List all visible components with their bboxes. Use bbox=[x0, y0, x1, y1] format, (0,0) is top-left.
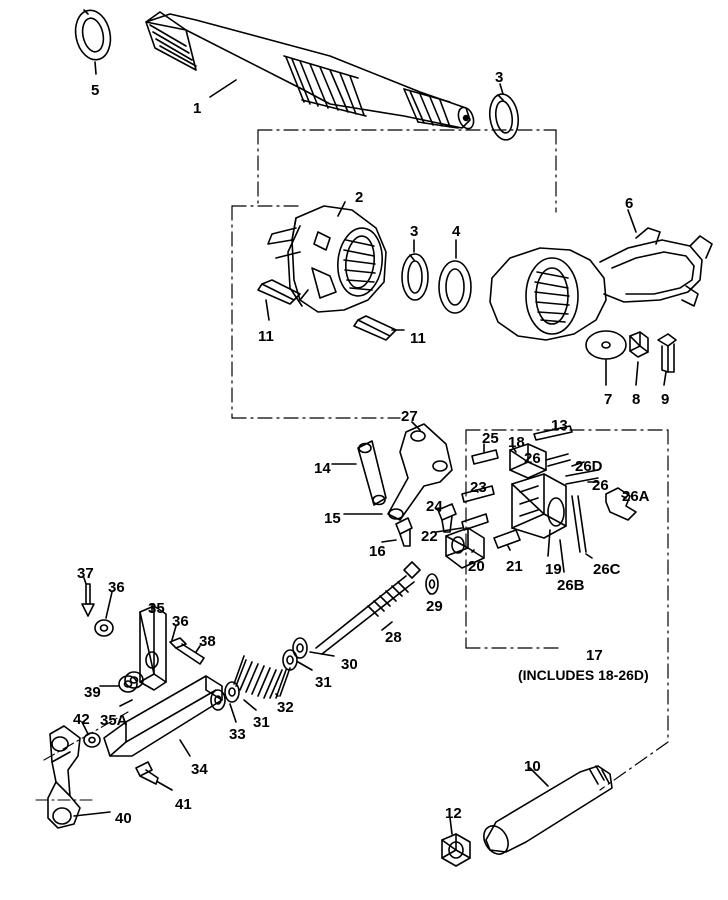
part-36-washers bbox=[95, 620, 143, 688]
callout-14: 14 bbox=[314, 460, 331, 477]
callout-27: 27 bbox=[401, 408, 418, 425]
callout-3-mid: 3 bbox=[410, 223, 419, 240]
callout-41: 41 bbox=[175, 796, 192, 813]
leader-26C bbox=[586, 554, 592, 558]
callout-15: 15 bbox=[324, 510, 341, 527]
part-37-pin bbox=[82, 584, 94, 616]
leader-40 bbox=[74, 812, 110, 816]
callout-8: 8 bbox=[632, 391, 641, 408]
part-19-26-housing bbox=[512, 474, 566, 538]
leader-19 bbox=[548, 530, 550, 556]
callout-9: 9 bbox=[661, 391, 670, 408]
leader-30 bbox=[310, 652, 334, 656]
callout-21: 21 bbox=[506, 558, 523, 575]
part-5-ring bbox=[71, 7, 115, 63]
callout-25: 25 bbox=[482, 430, 499, 447]
part-32-spring bbox=[234, 656, 290, 698]
part-16-pin bbox=[396, 518, 412, 546]
leader-31b bbox=[244, 700, 256, 710]
leader-6 bbox=[628, 210, 636, 232]
callout-38: 38 bbox=[199, 633, 216, 650]
callout-6: 6 bbox=[625, 195, 634, 212]
part-8-nut bbox=[630, 332, 648, 357]
leader-35A bbox=[120, 700, 132, 706]
part-3-ring bbox=[402, 254, 428, 300]
leader-5 bbox=[95, 62, 96, 74]
callout-11b: 11 bbox=[410, 330, 426, 347]
callout-31b: 31 bbox=[253, 714, 270, 731]
part-10-tube bbox=[479, 766, 612, 858]
callout-39: 39 bbox=[84, 684, 101, 701]
callout-26B: 26B bbox=[557, 577, 585, 594]
part-11-bolts bbox=[258, 280, 396, 340]
part-35-bracket bbox=[140, 606, 166, 690]
callout-26-top: 26 bbox=[524, 450, 541, 467]
callout-26D: 26D bbox=[575, 458, 603, 475]
callout-22: 22 bbox=[421, 528, 438, 545]
callout-26A: 26A bbox=[622, 488, 650, 505]
callout-26-right: 26 bbox=[592, 477, 609, 494]
callout-7: 7 bbox=[604, 391, 613, 408]
part-40-lever-end bbox=[48, 726, 80, 828]
leader-34 bbox=[180, 740, 190, 756]
part-9-bolt bbox=[658, 334, 676, 372]
callout-11a: 11 bbox=[258, 328, 274, 345]
callout-36a: 36 bbox=[108, 579, 125, 596]
leader-8 bbox=[636, 362, 638, 385]
leader-41 bbox=[158, 782, 172, 790]
part-21-pin bbox=[494, 530, 520, 548]
callout-42: 42 bbox=[73, 711, 90, 728]
part-41-pin bbox=[136, 762, 158, 784]
callout-31a: 31 bbox=[315, 674, 332, 691]
callout-5: 5 bbox=[91, 82, 100, 99]
callout-26C: 26C bbox=[593, 561, 621, 578]
callout-24: 24 bbox=[426, 498, 443, 515]
leader-33 bbox=[230, 704, 236, 722]
callout-3-top: 3 bbox=[495, 69, 504, 86]
callout-23: 23 bbox=[470, 479, 487, 496]
callout-19: 19 bbox=[545, 561, 562, 578]
part-28-rod bbox=[316, 562, 420, 654]
leader-1 bbox=[210, 80, 236, 97]
callout-30: 30 bbox=[341, 656, 358, 673]
part-14-link bbox=[358, 441, 386, 505]
callout-37: 37 bbox=[77, 565, 94, 582]
leader-31a bbox=[298, 662, 312, 670]
leader-9 bbox=[664, 372, 666, 385]
callout-33: 33 bbox=[229, 726, 246, 743]
callout-32: 32 bbox=[277, 699, 294, 716]
part-12-nut bbox=[442, 834, 470, 866]
part-3-top-ring bbox=[487, 92, 521, 141]
callout-34: 34 bbox=[191, 761, 208, 778]
callout-35: 35 bbox=[148, 600, 165, 617]
callout-29: 29 bbox=[426, 598, 443, 615]
part-42-washer bbox=[84, 733, 100, 747]
callout-35A: 35A bbox=[100, 712, 128, 729]
includes-note: (INCLUDES 18-26D) bbox=[518, 667, 649, 683]
callout-13: 13 bbox=[551, 417, 568, 434]
part-29-washer bbox=[426, 574, 438, 594]
callout-2: 2 bbox=[355, 189, 364, 206]
callout-28: 28 bbox=[385, 629, 402, 646]
callout-10: 10 bbox=[524, 758, 541, 775]
callout-16: 16 bbox=[369, 543, 386, 560]
callout-18: 18 bbox=[508, 434, 525, 451]
callout-40: 40 bbox=[115, 810, 132, 827]
callout-20: 20 bbox=[468, 558, 485, 575]
part-25-pin bbox=[472, 450, 498, 464]
part-4-seal bbox=[439, 261, 471, 313]
callout-12: 12 bbox=[445, 805, 462, 822]
leader-21 bbox=[508, 546, 510, 550]
leader-11a bbox=[266, 300, 269, 320]
part-6-yoke bbox=[490, 228, 712, 340]
leader-16 bbox=[382, 540, 396, 542]
callout-36b: 36 bbox=[172, 613, 189, 630]
part-39-washer bbox=[119, 676, 137, 692]
part-7-washer bbox=[586, 331, 626, 359]
callout-17: 17 bbox=[586, 647, 603, 664]
callout-1: 1 bbox=[193, 100, 202, 117]
callout-4: 4 bbox=[452, 223, 461, 240]
